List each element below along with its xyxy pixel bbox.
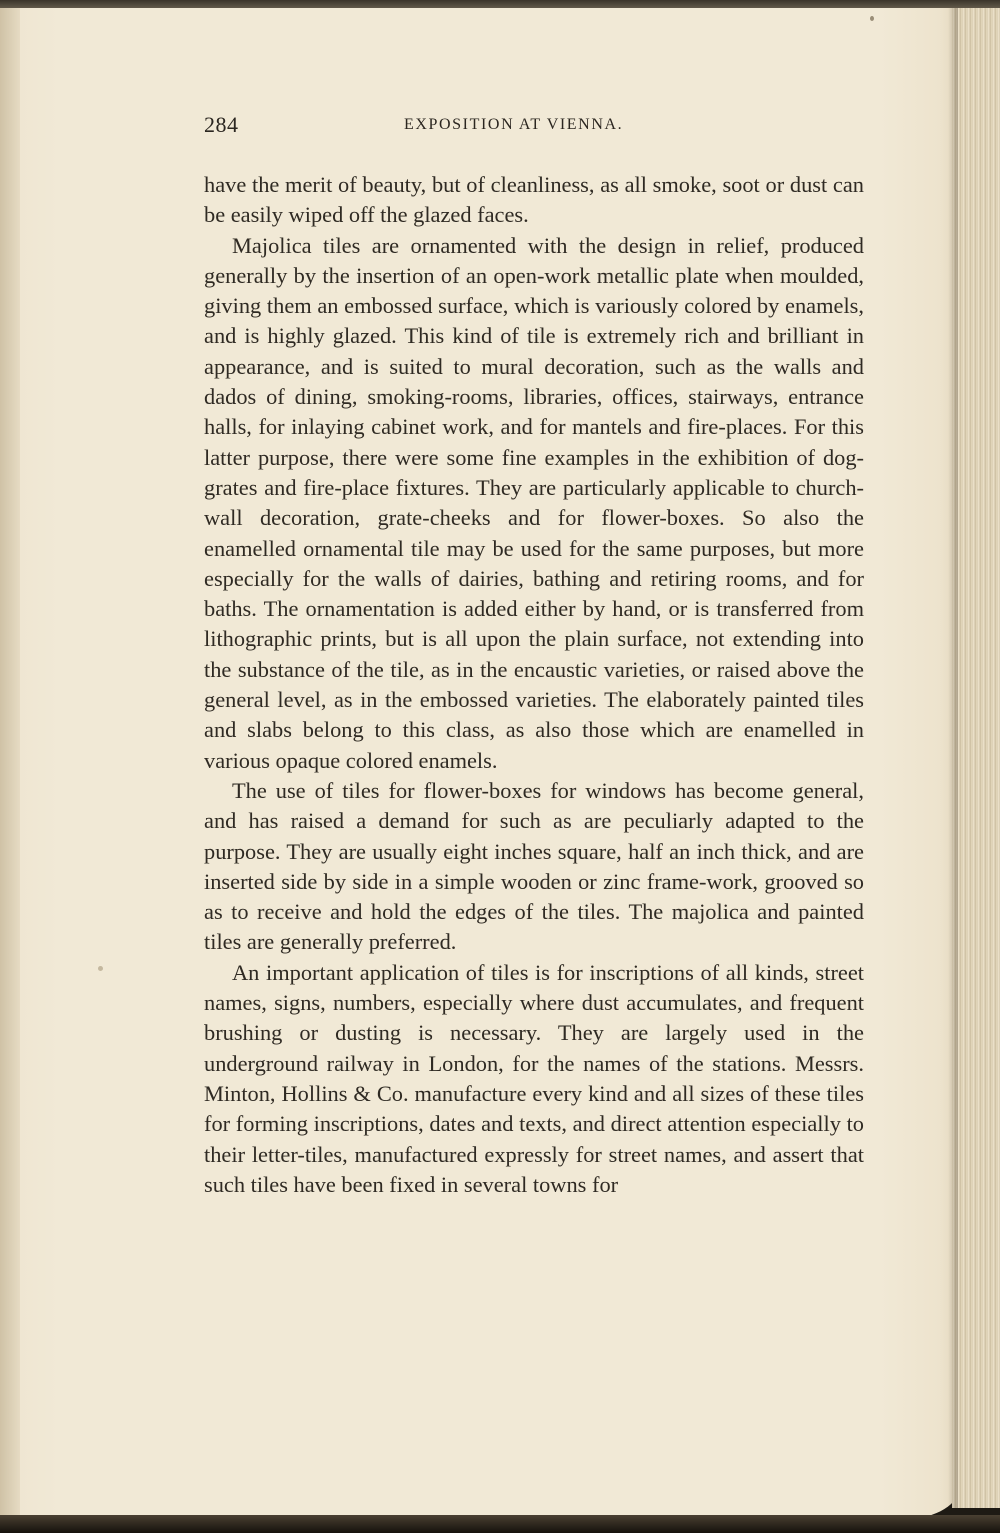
body-text — [204, 170, 864, 1200]
page-number: 284 — [204, 112, 239, 137]
paragraph-flower-boxes: The use of tiles for flower-boxes for windows has become general, and has raised a demand for such as are peculiarly adapted to the purpose. They are usually eight inches square, half an inch thick, and are inserted side by side in a simple wooden or zinc frame-work, grooved so as to receive and hold the edges of the tiles. The majolica and painted tiles are generally preferred. — [204, 777, 864, 955]
book-bottom-edge — [0, 1515, 1000, 1533]
paragraph-majolica-tiles: Majolica tiles are ornamented with the design in relief, produced generally by the insertion of an open-work metallic plate when moulded, giving them an embossed surface, which is variously colored by enamels, and is highly glazed. This kind of tile is extremely rich and brilliant in appearance, and is suited to mural decoration, such as the walls and dados of dining, smoking-rooms, libraries, offices, stairways, entrance halls, for inlaying cabinet work, and for mantels and fire-places. For this latter purpose, there were some fine examples in the exhibition of dog-grates and fire-place fixtures. They are particularly applicable to church-wall decoration, grate-cheeks and for flower-boxes. So also the enamelled ornamental tile may be used for the same purposes, but more especially for the walls of dairies, bathing and retiring rooms, and for baths. The ornamentation is added either by hand, or is transferred from lithographic prints, but is all upon the plain surface, not extending into the substance of the tile, as in the encaustic varieties, or raised above the general level, as in the embossed varieties. The elaborately painted tiles and slabs belong to this class, as also those which are enamelled in various opaque colored enamels. — [204, 232, 864, 773]
paper-speck — [870, 16, 874, 21]
paragraph-continued: have the merit of beauty, but of cleanliness, as all smoke, soot or dust can be easily wiped off the glazed faces. — [204, 172, 864, 228]
paragraph-inscriptions: An important application of tiles is for inscriptions of all kinds, street names, signs, numbers, especially where dust accumulates, and frequent brushing or dusting is necessary. They are largely used in the underground railway in London, for the names of the stations. Messrs. Minton, Hollins & Co. manufacture every kind and all sizes of these tiles for forming inscriptions, dates and texts, and direct attention especially to their letter-tiles, manufactured expressly for street names, and assert that such tiles have been fixed in several towns for — [204, 959, 864, 1197]
page-stack-shadow — [948, 8, 958, 1508]
page-stack-edge — [952, 8, 1000, 1508]
running-title: EXPOSITION AT VIENNA. — [404, 116, 624, 133]
paper-speck — [98, 966, 103, 971]
page-header — [204, 112, 864, 144]
page-gutter — [0, 8, 20, 1520]
